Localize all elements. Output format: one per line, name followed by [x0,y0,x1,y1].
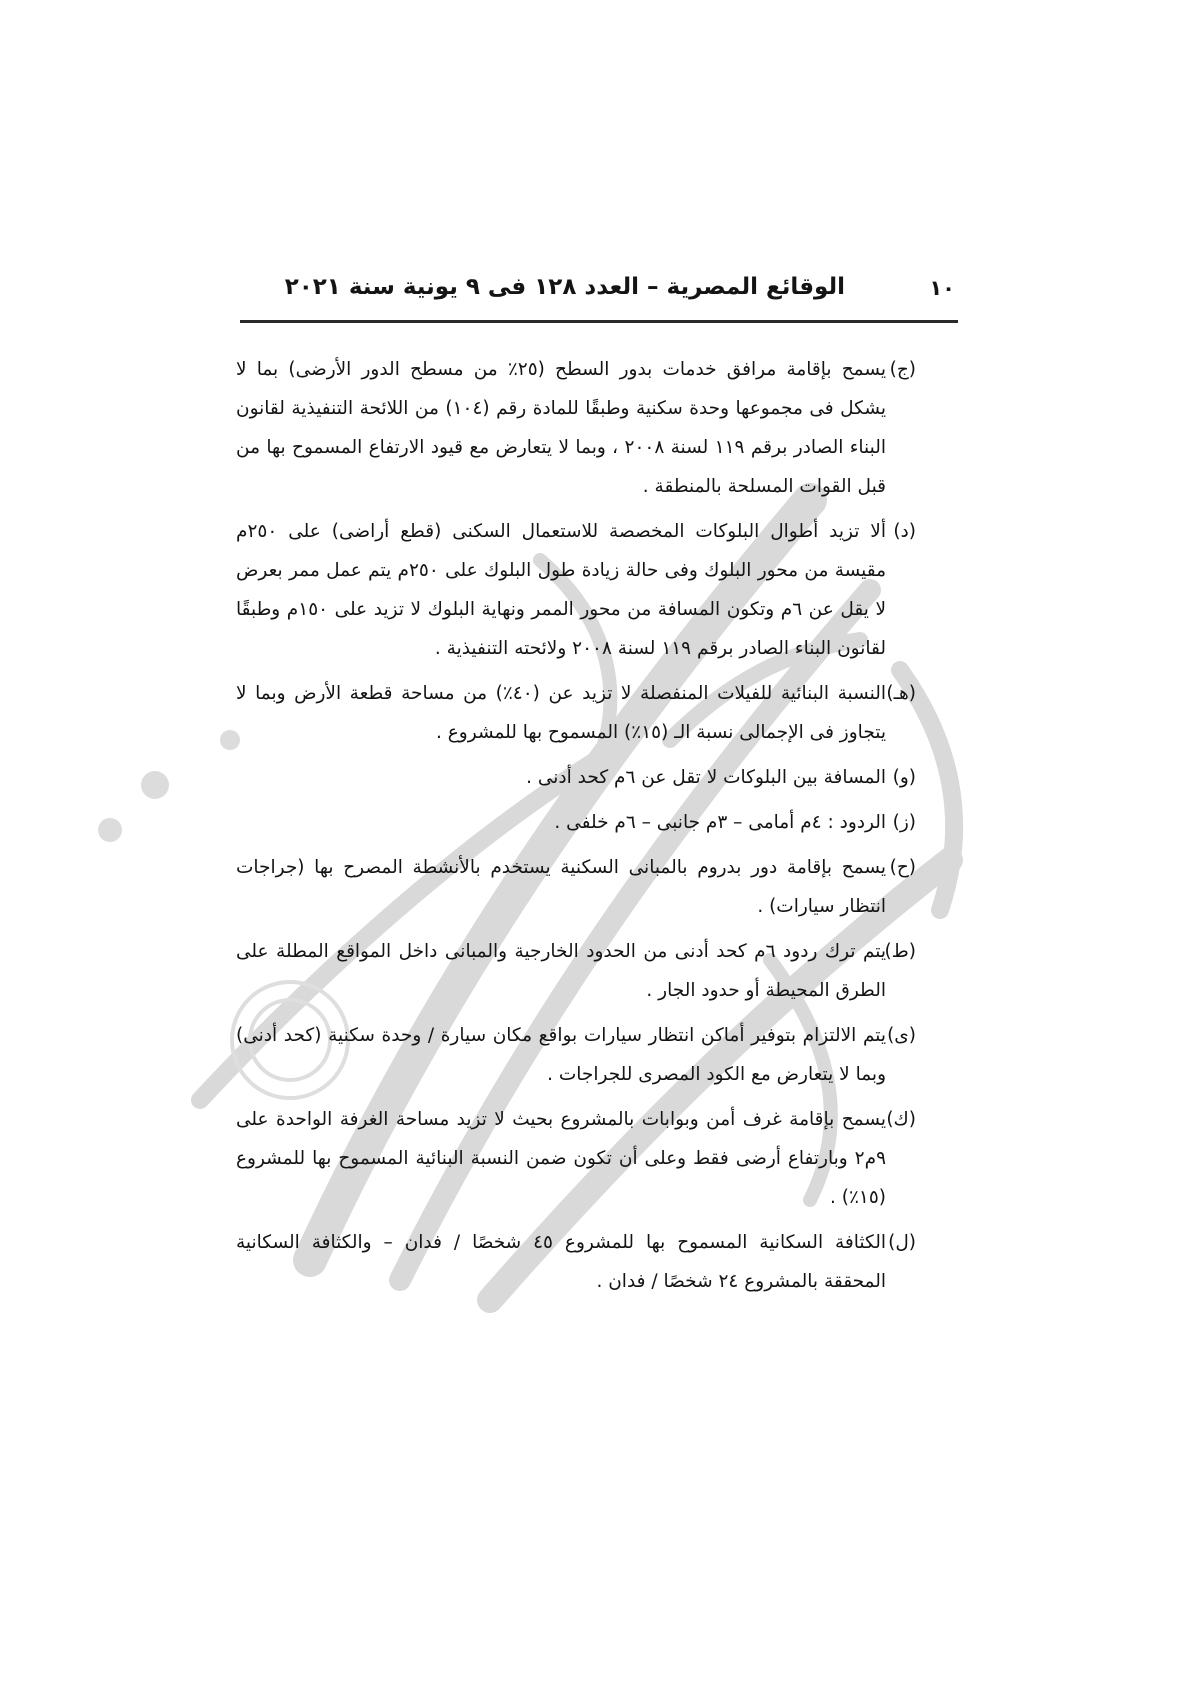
clause-marker: (ل) [888,1232,916,1253]
clause-text: الردود : ٤م أمامى – ٣م جانبى – ٦م خلفى . [554,812,886,833]
clause-text: ألا تزيد أطوال البلوكات المخصصة للاستعمال السكنى (قطع أراضى) على ٢٥٠م مقيسة من محور البلوك وفى حالة زيادة طول البلوك على ٢٥٠م يتم عمل ممر بعرض لا يقل عن ٦م وتكون المسافة من محور الممر ونهاية البلوك لا تزيد على ١٥٠م وطبقًا لقانون البناء الصادر برقم ١١٩ لسنة ٢٠٠٨ ولائحته التنفيذية . [236,521,886,659]
clause-item [236,758,916,797]
clause-item [236,1100,916,1217]
clause-text: يتم ترك ردود ٦م كحد أدنى من الحدود الخارجية والمبانى داخل المواقع المطلة على الطرق المحيطة أو حدود الجار . [236,941,886,1001]
clause-marker: (ى) [887,1025,916,1046]
clause-marker: (ط) [884,941,916,962]
clause-item [236,848,916,926]
clause-marker: (هـ) [886,683,916,704]
clause-text: يتم الالتزام بتوفير أماكن انتظار سيارات بواقع مكان سيارة / وحدة سكنية (كحد أدنى) وبما لا يتعارض مع الكود المصرى للجراجات . [236,1025,886,1085]
clause-text: النسبة البنائية للفيلات المنفصلة لا تزيد عن (٤٠٪) من مساحة قطعة الأرض وبما لا يتجاوز فى الإجمالى نسبة الـ (١٥٪) المسموح بها للمشروع . [236,683,886,743]
clause-item [236,512,916,668]
clause-marker: (ز) [892,812,916,833]
clause-text: يسمح بإقامة مرافق خدمات بدور السطح (٢٥٪ من مسطح الدور الأرضى) بما لا يشكل فى مجموعها وحدة سكنية وطبقًا للمادة رقم (١٠٤) من اللائحة التنفيذية لقانون البناء الصادر برقم ١١٩ لسنة ٢٠٠٨ ، وبما لا يتعارض مع قيود الارتفاع المسموح بها من قبل القوات المسلحة بالمنطقة . [236,359,887,497]
clause-text: يسمح بإقامة دور بدروم بالمبانى السكنية يستخدم بالأنشطة المصرح بها (جراجات انتظار سيارات) . [236,857,886,917]
clause-marker: (ك) [886,1109,916,1130]
document-body [236,350,916,1307]
clause-item [236,803,916,842]
page-header [240,270,955,314]
clause-item [236,1016,916,1094]
clause-item [236,932,916,1010]
clause-item [236,674,916,752]
clause-text: الكثافة السكانية المسموح بها للمشروع ٤٥ شخصًا / فدان – والكثافة السكانية المحققة بالمشروع ٢٤ شخصًا / فدان . [236,1232,886,1292]
header-divider [240,320,958,323]
clause-text: المسافة بين البلوكات لا تقل عن ٦م كحد أدنى . [526,767,886,788]
clause-marker: (د) [893,521,916,542]
clause-marker: (و) [892,767,916,788]
clause-item [236,1223,916,1301]
page-number: ١٠ [929,276,955,300]
clause-text: يسمح بإقامة غرف أمن وبوابات بالمشروع بحيث لا تزيد مساحة الغرفة الواحدة على ٩م٢ وبارتفاع أرضى فقط وعلى أن تكون ضمن النسبة البنائية المسموح بها للمشروع (١٥٪) . [236,1109,886,1208]
clause-marker: (ج) [889,359,916,380]
clause-item [236,350,916,506]
clause-marker: (ح) [889,857,916,878]
gazette-title: الوقائع المصرية – العدد ١٢٨ فى ٩ يونية سنة ٢٠٢١ [284,274,845,300]
